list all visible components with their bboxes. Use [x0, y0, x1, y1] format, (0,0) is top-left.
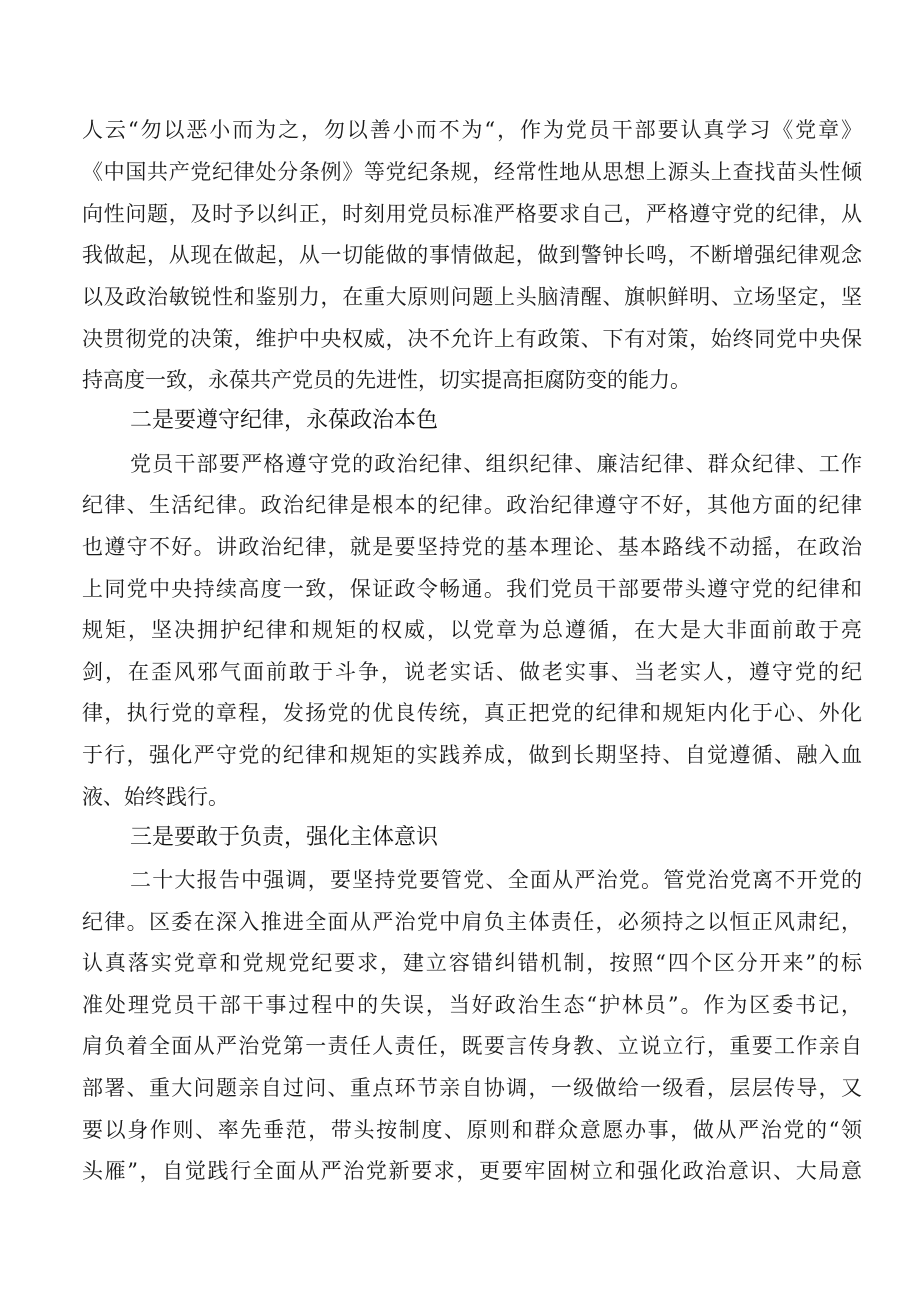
paragraph-line: 要以身作则、率先垂范，带头按制度、原则和群众意愿办事，做从严治党的“领 — [82, 1118, 862, 1142]
paragraph-line: 律，执行党的章程，发扬党的优良传统，真正把党的纪律和规矩内化于心、外化 — [82, 701, 862, 725]
paragraph-line: 也遵守不好。讲政治纪律，就是要坚持党的基本理论、基本路线不动摇，在政治 — [82, 535, 862, 559]
paragraph-line: 部署、重大问题亲自过问、重点环节亲自协调，一级做给一级看，层层传导，又 — [82, 1076, 862, 1100]
paragraph-line: 规矩，坚决拥护纪律和规矩的权威，以党章为总遵循，在大是大非面前敢于亮 — [82, 618, 862, 642]
paragraph-line: 液、始终践行。 — [82, 785, 229, 809]
paragraph-line: 决贯彻党的决策，维护中央权威，决不允许上有政策、下有对策，始终同党中央保 — [82, 327, 862, 351]
paragraph-line: 持高度一致，永葆共产党员的先进性，切实提高拒腐防变的能力。 — [82, 368, 691, 392]
paragraph-line: 人云“勿以恶小而为之，勿以善小而不为“，作为党员干部要认真学习《党章》 — [82, 118, 862, 142]
paragraph-line: 二十大报告中强调，要坚持党要管党、全面从严治党。管党治党离不开党的 — [130, 868, 862, 892]
paragraph-line: 党员干部要严格遵守党的政治纪律、组织纪律、廉洁纪律、群众纪律、工作 — [130, 452, 862, 476]
paragraph-line: 准处理党员干部干事过程中的失误，当好政治生态“护林员”。作为区委书记， — [82, 993, 862, 1017]
paragraph-line: 认真落实党章和党规党纪要求，建立容错纠错机制，按照“四个区分开来”的标 — [82, 951, 862, 975]
section-heading: 二是要遵守纪律，永葆政治本色 — [130, 408, 439, 433]
paragraph-line: 《中国共产党纪律处分条例》等党纪条规，经常性地从思想上源头上查找苗头性倾 — [82, 160, 862, 184]
paragraph-line: 我做起，从现在做起，从一切能做的事情做起，做到警钟长鸣，不断增强纪律观念 — [82, 243, 862, 267]
paragraph-line: 上同党中央持续高度一致，保证政令畅通。我们党员干部要带头遵守党的纪律和 — [82, 577, 862, 601]
paragraph-line: 头雁”，自觉践行全面从严治党新要求，更要牢固树立和强化政治意识、大局意 — [82, 1159, 862, 1183]
paragraph-line: 于行，强化严守党的纪律和规矩的实践养成，做到长期坚持、自觉遵循、融入血 — [82, 743, 862, 767]
paragraph-line: 剑，在歪风邪气面前敢于斗争，说老实话、做老实事、当老实人，遵守党的纪 — [82, 660, 862, 684]
paragraph-line: 以及政治敏锐性和鉴别力，在重大原则问题上头脑清醒、旗帜鲜明、立场坚定，坚 — [82, 285, 862, 309]
section-heading: 三是要敢于负责，强化主体意识 — [130, 825, 439, 850]
paragraph-line: 纪律、生活纪律。政治纪律是根本的纪律。政治纪律遵守不好，其他方面的纪律 — [82, 493, 862, 517]
paragraph-line: 纪律。区委在深入推进全面从严治党中肩负主体责任，必须持之以恒正风肃纪， — [82, 910, 862, 934]
paragraph-line: 向性问题，及时予以纠正，时刻用党员标准严格要求自己，严格遵守党的纪律，从 — [82, 202, 862, 226]
paragraph-line: 肩负着全面从严治党第一责任人责任，既要言传身教、立说立行，重要工作亲自 — [82, 1034, 862, 1058]
